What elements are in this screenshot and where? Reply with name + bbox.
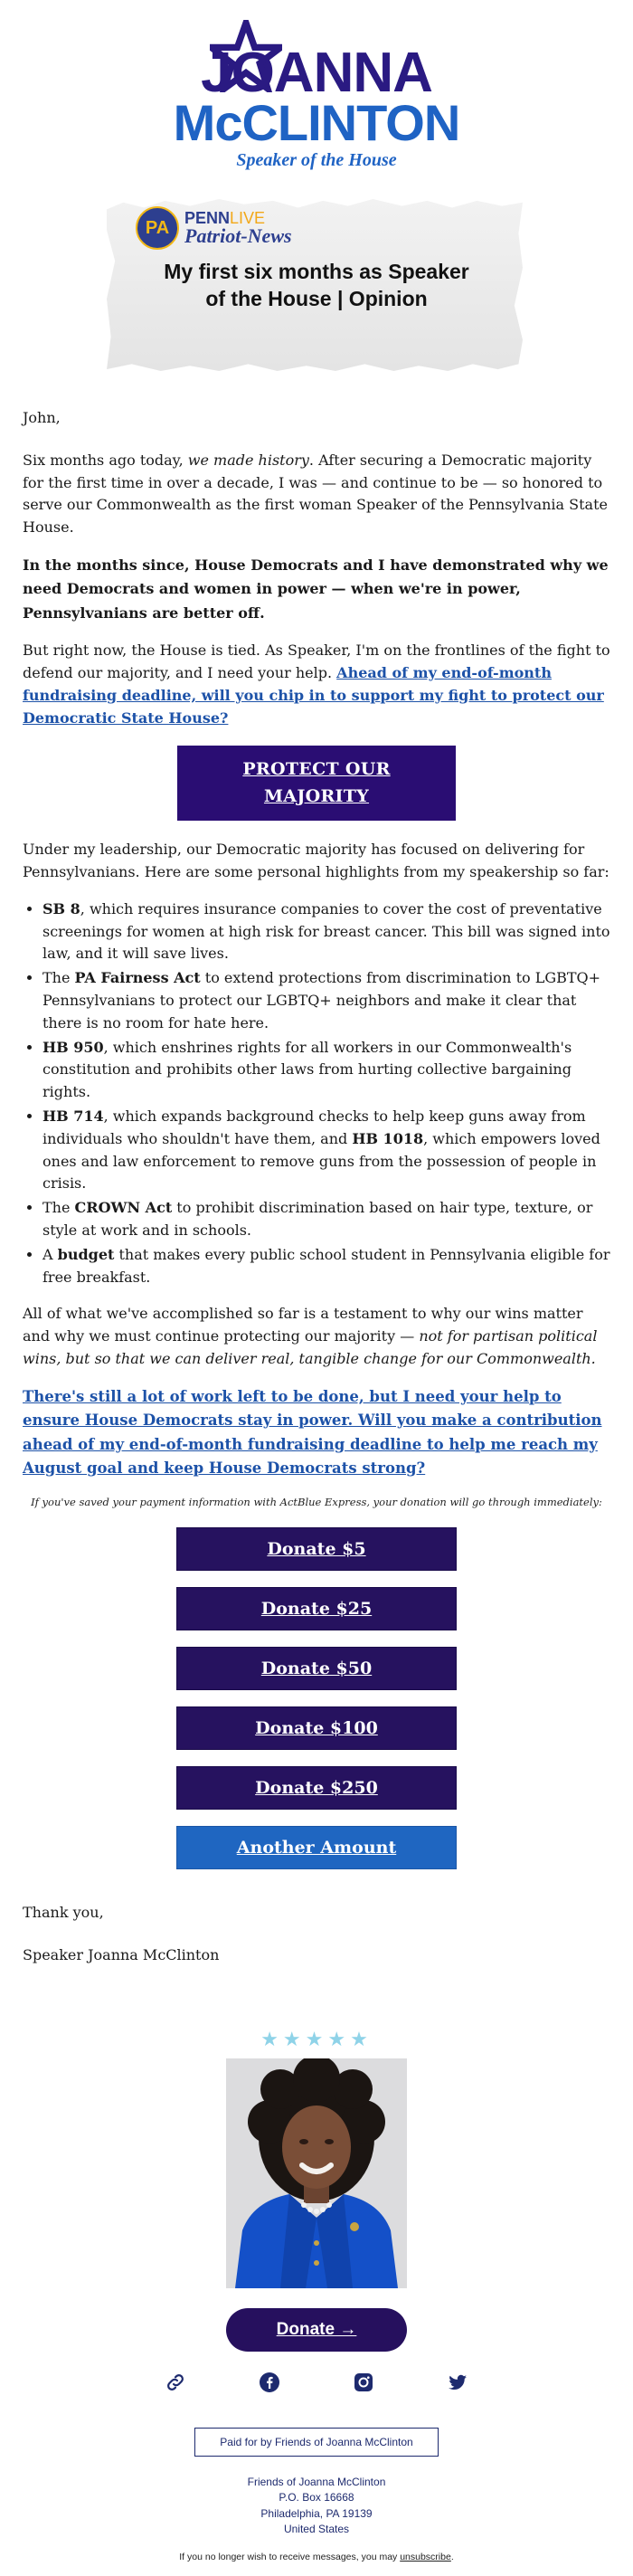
list-item: • SB 8, which requires insurance companies to cover the cost of preventative screenings for women at high risk for breast cancer. This bill was signed into law, and it will save lives.: [43, 898, 610, 965]
campaign-logo: [0, 0, 633, 170]
donate-100-button[interactable]: Donate $100: [176, 1706, 457, 1750]
twitter-icon[interactable]: [447, 2372, 468, 2393]
greeting: John,: [23, 409, 61, 426]
footer-donate-button[interactable]: Donate →: [226, 2308, 407, 2352]
signature: Speaker Joanna McClinton: [23, 1945, 220, 1963]
publisher-top: PENN: [184, 209, 231, 227]
list-item: • The CROWN Act to prohibit discrimination based on hair type, texture, or style at work and in schools.: [43, 1197, 610, 1242]
contribution-link[interactable]: There's still a lot of work left to be done, but I need your help to ensure House Democrats stay in power. Will you make a contribution ahead of my end-of-month fundraising deadline to help me reach my August goal and keep House Democrats strong?: [23, 1387, 602, 1477]
donate-5-button[interactable]: Donate $5: [176, 1527, 457, 1571]
thanks-text: Thank you,: [23, 1904, 104, 1922]
stars-divider: ★★★★★: [260, 2028, 373, 2051]
paid-for-disclaimer: Paid for by Friends of Joanna McClinton: [194, 2428, 439, 2457]
facebook-icon[interactable]: [259, 2372, 280, 2393]
donate-25-button[interactable]: Donate $25: [176, 1587, 457, 1630]
list-item: • The PA Fairness Act to extend protections from discrimination to LGBTQ+ Pennsylvanians to protect our LGBTQ+ neighbors and make it clear that there is no room for hate here.: [43, 967, 610, 1034]
pennlive-logo: [136, 206, 292, 250]
highlights-list: [23, 898, 610, 1289]
donate-button-list: [23, 1527, 610, 1869]
list-item: • HB 714, which expands background checks to help keep guns away from individuals who shouldn't have them, and HB 1018, which empowers loved ones and law enforcement to remove guns from the possession of people in crisis.: [43, 1106, 610, 1195]
speaker-portrait: [226, 2058, 407, 2288]
another-amount-button[interactable]: Another Amount: [176, 1826, 457, 1869]
chip-in-link[interactable]: Ahead of my end-of-month fundraising deadline, will you chip in to support my fight to protect our Democratic State House?: [23, 663, 604, 727]
link-icon[interactable]: [165, 2372, 186, 2393]
star-icon: [210, 20, 282, 92]
paragraph-5: All of what we've accomplished so far is a testament to why our wins matter and why we must continue protecting our majority — not for partisan political wins, but so that we can deliver real, tangible change for our Commonwealth.: [23, 1305, 598, 1367]
social-links: [0, 2372, 633, 2393]
protect-majority-button[interactable]: PROTECT OUR MAJORITY: [177, 746, 456, 821]
list-item: • A budget that makes every public school student in Pennsylvania eligible for free breakfast.: [43, 1244, 610, 1289]
logo-name-last: McCLINTON: [173, 94, 460, 151]
news-clipping[interactable]: [0, 163, 633, 398]
publisher-bottom: Patriot-News: [184, 224, 292, 247]
unsubscribe-link[interactable]: unsubscribe: [400, 2552, 451, 2563]
logo-name-first: JOANNA: [0, 45, 633, 101]
portrait-image: [226, 2058, 407, 2288]
publisher-top-accent: LIVE: [230, 209, 266, 227]
instagram-icon[interactable]: [353, 2372, 374, 2393]
paragraph-4: Under my leadership, our Democratic majority has focused on delivering for Pennsylvanians. Here are some personal highlights from my speakership so far:: [23, 841, 609, 881]
letter-copy: [0, 407, 633, 1967]
clipping-headline: My first six months as Speaker of the House | Opinion: [164, 260, 469, 310]
paragraph-3: But right now, the House is tied. As Speaker, I'm on the frontlines of the fight to defend our majority, and I need your help. Ahead of my end-of-month fundraising deadline, will you chip in to support my fight to protect our Democratic State House?: [23, 642, 610, 727]
mailing-address: Friends of Joanna McClinton P.O. Box 16668 Philadelphia, PA 19139 United States: [247, 2475, 386, 2535]
paragraph-1: Six months ago today, we made history. After securing a Democratic majority for the first time in over a decade, I was — and continue to be — so honored to serve our Commonwealth as the first woman Speaker of the Pennsylvania State House.: [23, 451, 608, 537]
unsubscribe-notice: If you no longer wish to receive messages, you may unsubscribe.: [179, 2552, 454, 2563]
list-item: • HB 950, which enshrines rights for all workers in our Commonwealth's constitution and prohibits other laws from hurting collective bargaining rights.: [43, 1037, 610, 1104]
pa-badge: PA: [136, 206, 179, 250]
actblue-express-note: If you've saved your payment information with ActBlue Express, your donation will go through immediately:: [31, 1496, 602, 1509]
signoff: [23, 1902, 610, 1967]
logo-tagline: Speaker of the House: [236, 150, 397, 170]
paragraph-2: In the months since, House Democrats and I have demonstrated why we need Democrats and women in power — when we're in power, Pennsylvanians are better off.: [23, 556, 609, 622]
donate-250-button[interactable]: Donate $250: [176, 1766, 457, 1810]
donate-50-button[interactable]: Donate $50: [176, 1647, 457, 1690]
